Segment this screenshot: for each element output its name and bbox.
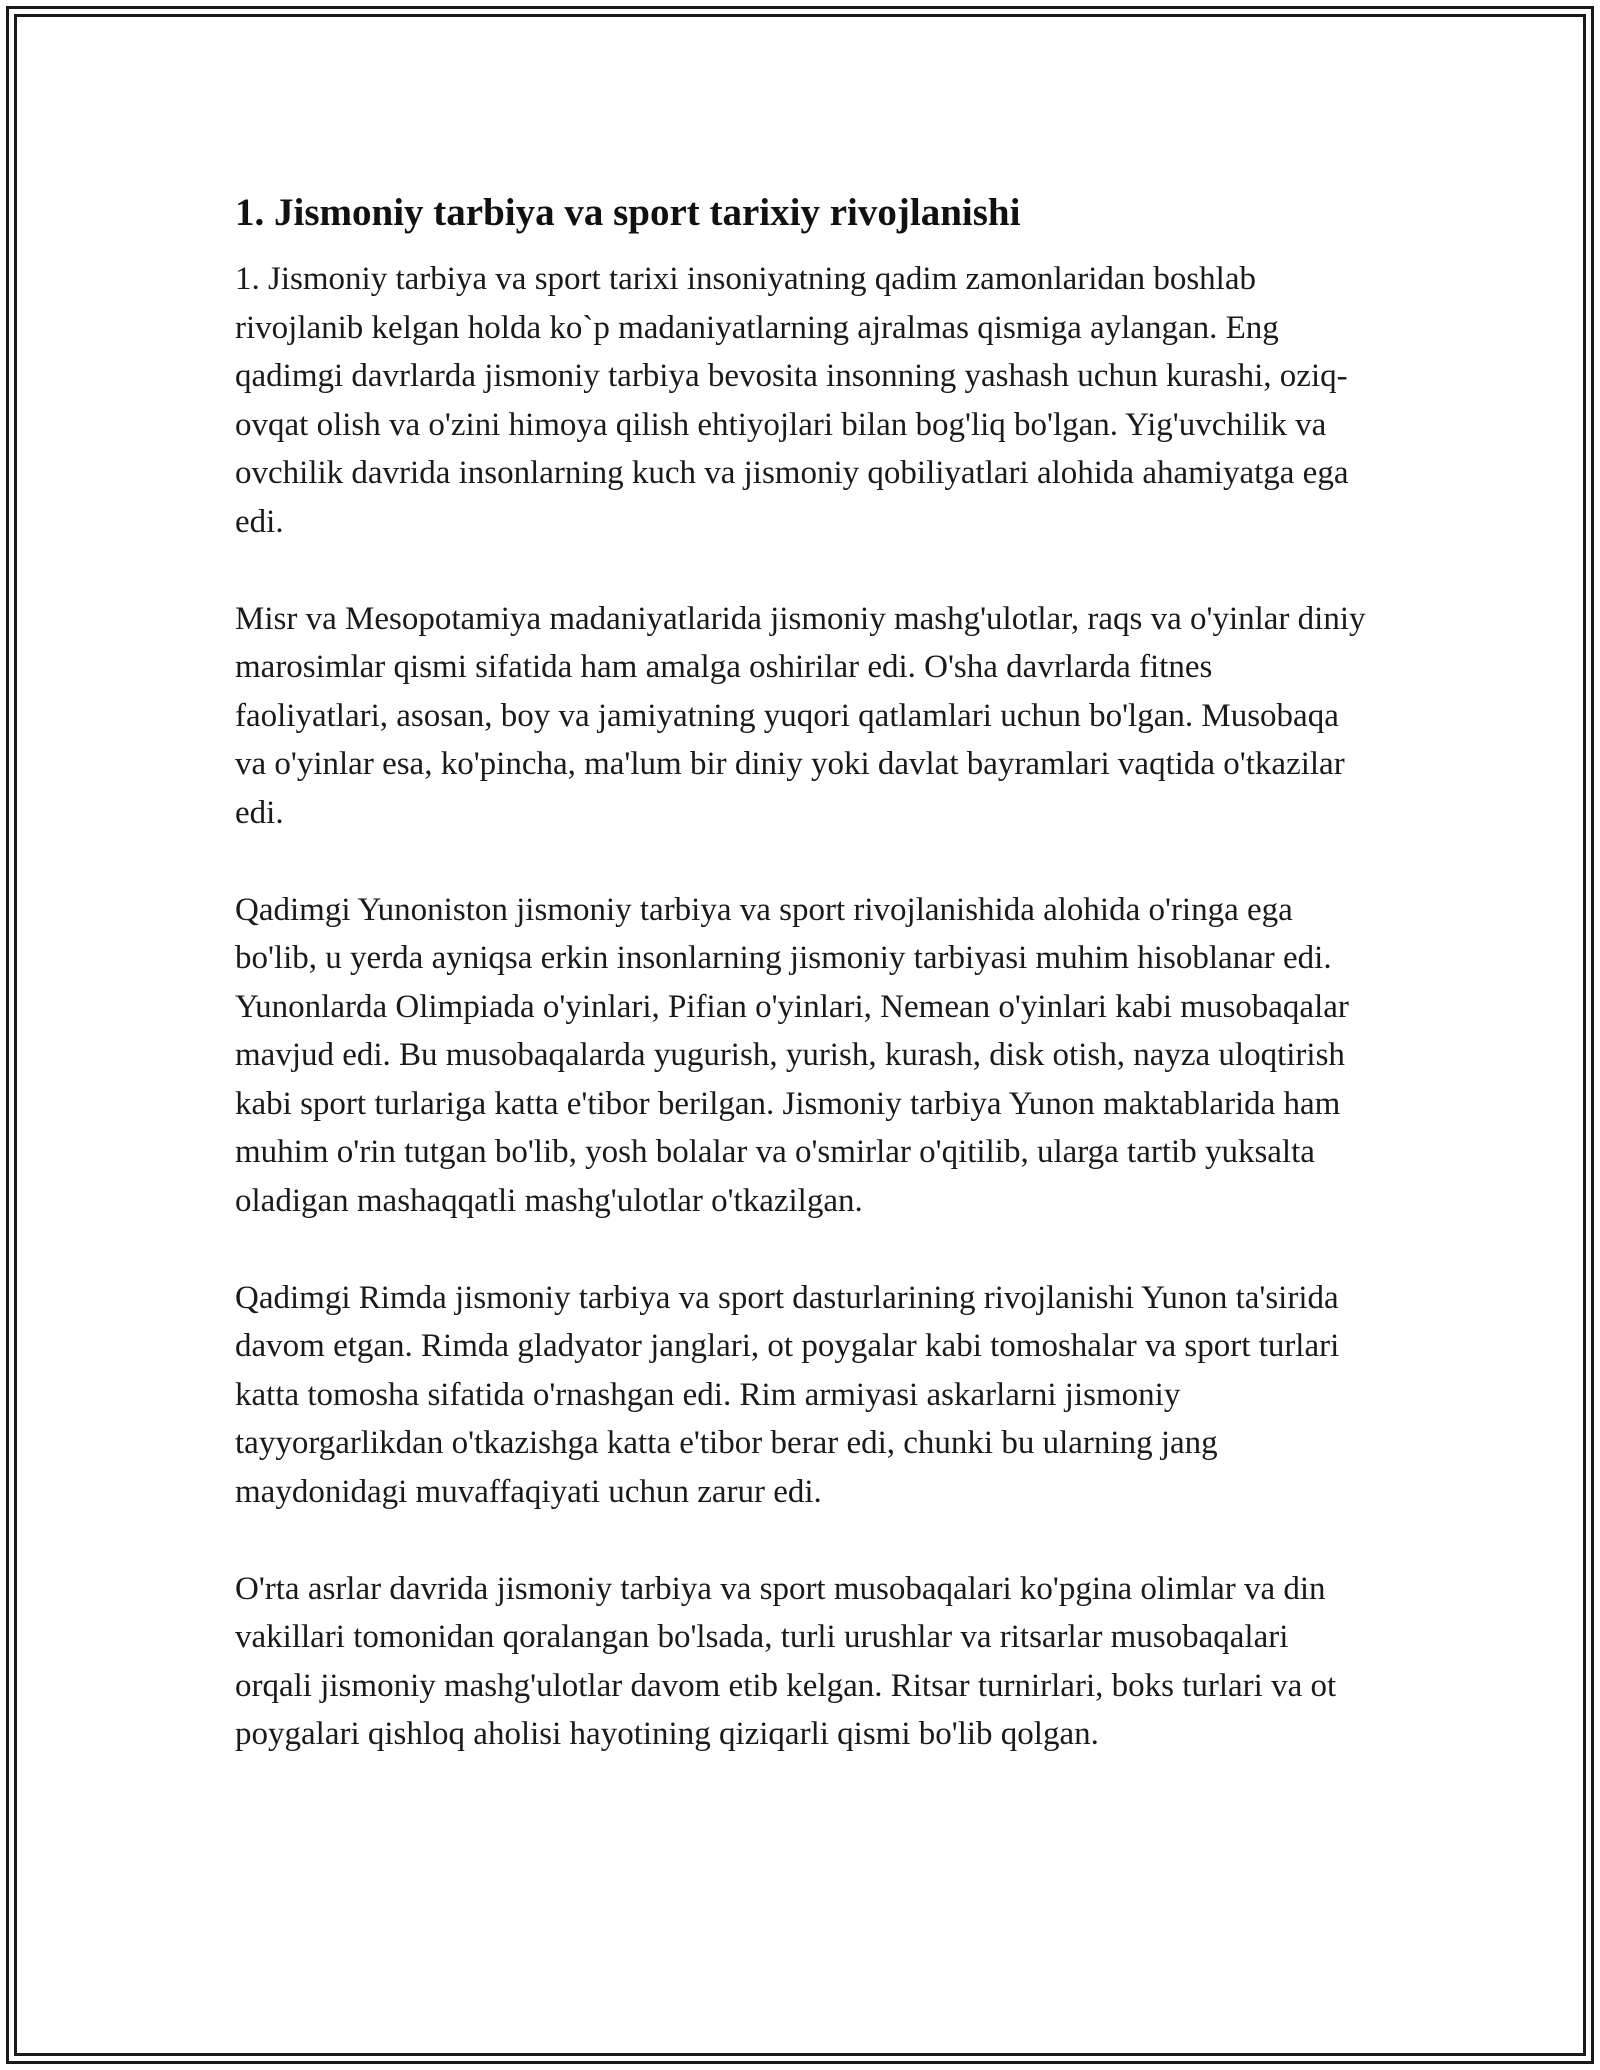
paragraph-middle-ages: O'rta asrlar davrida jismoniy tarbiya va sport musobaqalari ko'pgina olimlar va din vakillari tomonidan qoralangan bo'lsada, turli urushlar va ritsarlar musobaqalari orqali jismoniy mashg'ulotlar davom etib kelgan. Ritsar turnirlari, boks turlari va ot poygalari qishloq aholisi hayotining qiziqarli qismi bo'lib qolgan. (235, 1570, 1337, 1752)
paragraph-ancient-greece: Qadimgi Yunoniston jismoniy tarbiya va sport rivojlanishida alohida o'ringa ega bo'lib, u yerda ayniqsa erkin insonlarning jismoniy tarbiyasi muhim hisoblanar edi. Yunonlarda Olimpiada o'yinlari, Pifian o'yinlari, Nemean o'yinlari kabi musobaqalar mavjud edi. Bu musobaqalarda yugurish, yurish, kurash, disk otish, nayza uloqtirish kabi sport turlariga katta e'tibor berilgan. Jismoniy tarbiya Yunon maktablarida ham muhim o'rin tutgan bo'lib, yosh bolalar va o'smirlar o'qitilib, ularga tartib yuksalta oladigan mashaqqatli mashg'ulotlar o'tkazilgan. (235, 891, 1349, 1219)
document-body (235, 187, 1370, 1759)
section-heading: 1. Jismoniy tarbiya va sport tarixiy rivojlanishi (235, 191, 1021, 234)
paragraph-ancient-rome: Qadimgi Rimda jismoniy tarbiya va sport dasturlarining rivojlanishi Yunon ta'sirida davom etgan. Rimda gladyator janglari, ot poygalar kabi tomoshalar va sport turlari katta tomosha sifatida o'rnashgan edi. Rim armiyasi askarlarni jismoniy tayyorgarlikdan o'tkazishga katta e'tibor berar edi, chunki bu ularning jang maydonidagi muvaffaqiyati uchun zarur edi. (235, 1279, 1340, 1510)
paragraph-egypt-mesopotamia: Misr va Mesopotamiya madaniyatlarida jismoniy mashg'ulotlar, raqs va o'yinlar diniy marosimlar qismi sifatida ham amalga oshirilar edi. O'sha davrlarda fitnes faoliyatlari, asosan, boy va jamiyatning yuqori qatlamlari uchun bo'lgan. Musobaqa va o'yinlar esa, ko'pincha, ma'lum bir diniy yoki davlat bayramlari vaqtida o'tkazilar edi. (235, 600, 1366, 831)
paragraph-intro: 1. Jismoniy tarbiya va sport tarixi insoniyatning qadim zamonlaridan boshlab rivojlanib kelgan holda ko`p madaniyatlarning ajralmas qismiga aylangan. Eng qadimgi davrlarda jismoniy tarbiya bevosita insonning yashash uchun kurashi, oziq-ovqat olish va o'zini himoya qilish ehtiyojlari bilan bog'liq bo'lgan. Yig'uvchilik va ovchilik davrida insonlarning kuch va jismoniy qobiliyatlari alohida ahamiyatga ega edi. (235, 261, 1349, 540)
